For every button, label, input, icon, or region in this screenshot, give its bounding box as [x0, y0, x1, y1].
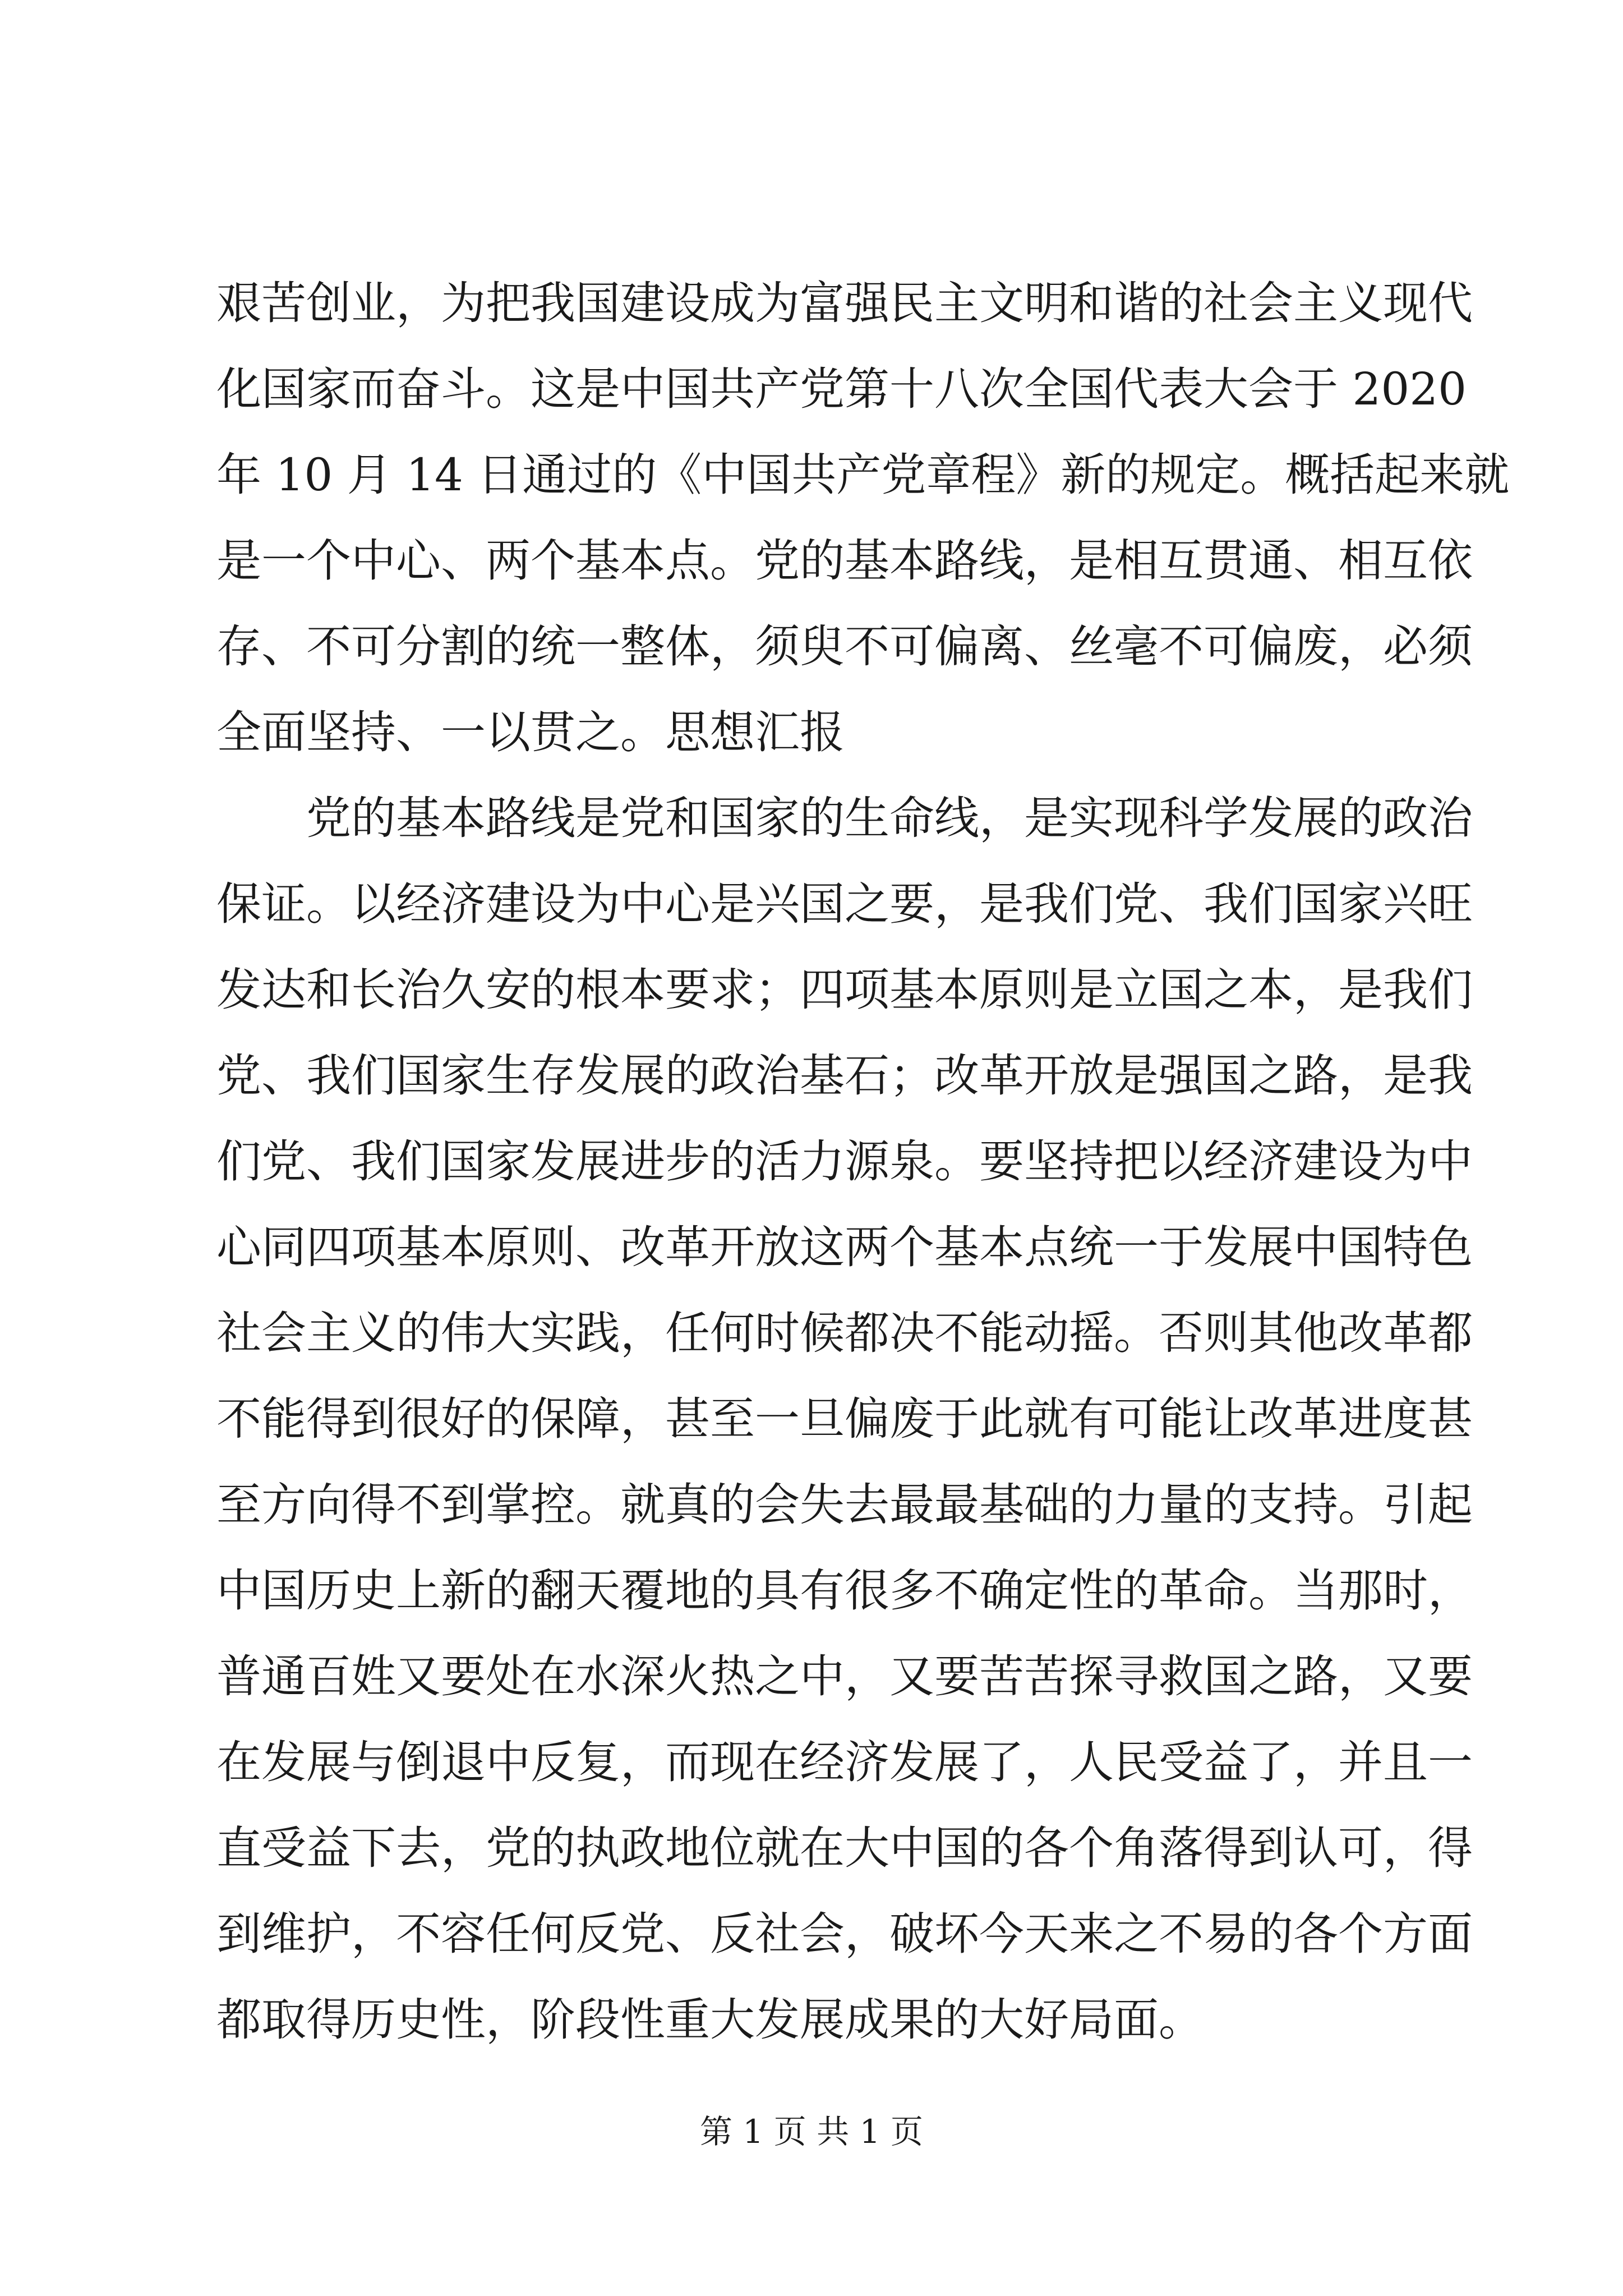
text-line: 至方向得不到掌控。就真的会失去最最基础的力量的支持。引起 — [216, 1479, 1473, 1531]
page-number: 第 1 页 共 1 页 — [700, 2113, 923, 2151]
text-line: 直受益下去，党的执政地位就在大中国的各个角落得到认可，得 — [216, 1822, 1473, 1874]
text-line: 党的基本路线是党和国家的生命线，是实现科学发展的政治 — [216, 792, 1473, 844]
text-line: 存、不可分割的统一整体，须臾不可偏离、丝毫不可偏废，必须 — [216, 620, 1473, 673]
text-line: 到维护，不容任何反党、反社会，破坏今天来之不易的各个方面 — [216, 1908, 1473, 1960]
text-line: 在发展与倒退中反复，而现在经济发展了，人民受益了，并且一 — [216, 1736, 1473, 1788]
text-line: 们党、我们国家发展进步的活力源泉。要坚持把以经济建设为中 — [216, 1135, 1473, 1188]
document-body — [216, 260, 1510, 2063]
text-line: 不能得到很好的保障，甚至一旦偏废于此就有可能让改革进度甚 — [216, 1393, 1473, 1445]
text-line: 发达和长治久安的根本要求；四项基本原则是立国之本，是我们 — [216, 964, 1473, 1016]
text-line: 全面坚持、一以贯之。思想汇报 — [216, 706, 845, 758]
text-line: 年 10 月 14 日通过的《中国共产党章程》新的规定。概括起来就 — [216, 449, 1510, 501]
text-line: 保证。以经济建设为中心是兴国之要，是我们党、我们国家兴旺 — [216, 878, 1473, 930]
text-line: 心同四项基本原则、改革开放这两个基本点统一于发展中国特色 — [216, 1221, 1473, 1273]
text-line: 是一个中心、两个基本点。党的基本路线，是相互贯通、相互依 — [216, 535, 1473, 587]
text-line: 都取得历史性，阶段性重大发展成果的大好局面。 — [216, 1994, 1204, 2046]
text-line: 艰苦创业，为把我国建设成为富强民主文明和谐的社会主义现代 — [216, 277, 1473, 329]
text-line: 中国历史上新的翻天覆地的具有很多不确定性的革命。当那时， — [216, 1565, 1473, 1617]
text-line: 普通百姓又要处在水深火热之中，又要苦苦探寻救国之路，又要 — [216, 1650, 1473, 1703]
page-footer — [0, 2109, 1623, 2154]
text-line: 社会主义的伟大实践，任何时候都决不能动摇。否则其他改革都 — [216, 1307, 1473, 1359]
text-line: 党、我们国家生存发展的政治基石；改革开放是强国之路，是我 — [216, 1050, 1473, 1102]
text-line: 化国家而奋斗。这是中国共产党第十八次全国代表大会于 2020 — [216, 363, 1467, 415]
